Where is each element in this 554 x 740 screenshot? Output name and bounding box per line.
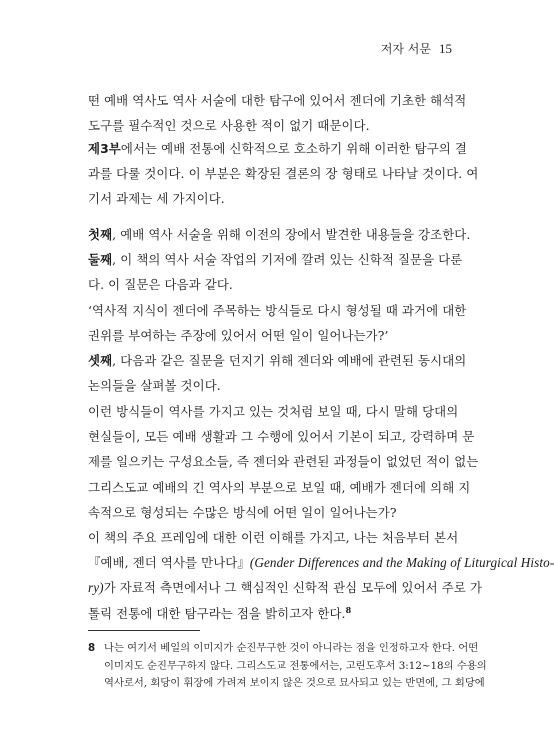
text-line: 논의들을 살펴볼 것이다. <box>88 378 221 394</box>
quote-line: 권위를 부여하는 주장에 있어서 어떤 일이 일어나는가?’ <box>88 327 389 343</box>
paragraph-frame <box>88 525 554 626</box>
footnote-number: 8 <box>88 642 96 654</box>
text-line: 속적으로 형성되는 수많은 방식에 어떤 일이 일어나는가? <box>88 504 397 520</box>
text-line: 제를 일으키는 구성요소들, 즉 젠더와 관련된 과정들이 없었던 적이 없는 <box>88 454 479 470</box>
text-line: 다. 이 질문은 다음과 같다. <box>88 277 233 293</box>
footnote-line: 역사로서, 회당이 휘장에 가려져 보이지 않은 것으로 묘사되고 있는 반면에, 그 회당에 <box>104 677 485 689</box>
text-line: 현실들이, 모든 예배 생활과 그 수행에 있어서 기본이 되고, 강력하며 문 <box>88 429 475 445</box>
text-line: 첫째, 예배 역사 서술을 위해 이전의 장에서 발견한 내용들을 강조한다. <box>88 227 471 242</box>
paragraph-question <box>88 399 479 525</box>
second-label: 둘째 <box>88 252 113 268</box>
text-line: 톨릭 전통에 대한 탐구라는 점을 밝히고자 한다.$^8$ <box>88 604 352 621</box>
text-line: 그리스도교 예배의 긴 역사의 부분으로 보일 때, 예배가 젠더에 의해 지 <box>88 479 471 495</box>
chapter-title: 저자 서문 <box>380 42 431 56</box>
text-line: 이런 방식들이 역사를 가지고 있는 것처럼 보일 때, 다시 말해 당대의 <box>88 404 459 419</box>
text-line: 둘째, 이 책의 역사 서술 작업의 기저에 깔려 있는 신학적 질문을 다룬 <box>88 252 463 268</box>
text-line: 셋째, 다음과 같은 질문을 던지기 위해 젠더와 예배에 관련된 동시대의 <box>88 352 467 368</box>
quote-line: ‘역사적 지식이 젠더에 주목하는 방식들로 다시 형성될 때 과거에 대한 <box>88 302 467 318</box>
paragraph-tasks <box>88 222 471 398</box>
book-title-english: (Gender Differences and the Making of Liturgical Histo- <box>249 555 554 571</box>
footnote-reference[interactable]: 8 <box>345 604 352 615</box>
third-label: 셋째 <box>88 352 113 368</box>
running-header <box>381 40 452 57</box>
paragraph-continued <box>88 88 467 138</box>
footnote-divider <box>88 630 200 631</box>
first-label: 첫째 <box>88 227 113 242</box>
footnote <box>88 640 487 693</box>
text-line: 과를 다룰 것이다. 이 부분은 확장된 결론의 장 형태로 나타날 것이다. 여 <box>88 166 479 182</box>
text-line: 이 책의 주요 프레임에 대한 이런 이해를 가지고, 나는 처음부터 본서 <box>88 530 459 545</box>
page-number: 15 <box>439 41 452 56</box>
text-line: 떤 예배 역사도 역사 서술에 대한 탐구에 있어서 젠더에 기초한 해석적 <box>88 93 467 108</box>
paragraph-part3 <box>88 136 479 212</box>
footnote-line: 이미지도 순진무구하지 않다. 그리스도교 전통에서는, 고린도후서 3:12~18의 수용의 <box>104 659 487 672</box>
text-line: 기서 과제는 세 가지이다. <box>88 191 225 207</box>
text-line <box>88 550 554 575</box>
text-line: ry)가 자료적 측면에서나 그 핵심적인 신학적 관심 모두에 있어서 주로 가 <box>88 580 483 596</box>
book-title-english-cont: ry) <box>88 580 104 596</box>
book-title-korean: 『예배, 젠더 역사를 만나다』 <box>88 555 250 571</box>
footnote-line: 8 나는 여기서 베일의 이미지가 순진무구한 것이 아니라는 점을 인정하고자 한다. 어떤 <box>88 640 448 658</box>
text-line: 제3부에서는 예배 전통에 신학적으로 호소하기 위해 이러한 탐구의 결 <box>88 141 467 156</box>
text-line: 도구를 필수적인 것으로 사용한 적이 없기 때문이다. <box>88 118 370 134</box>
part-label: 제3부 <box>88 141 121 156</box>
